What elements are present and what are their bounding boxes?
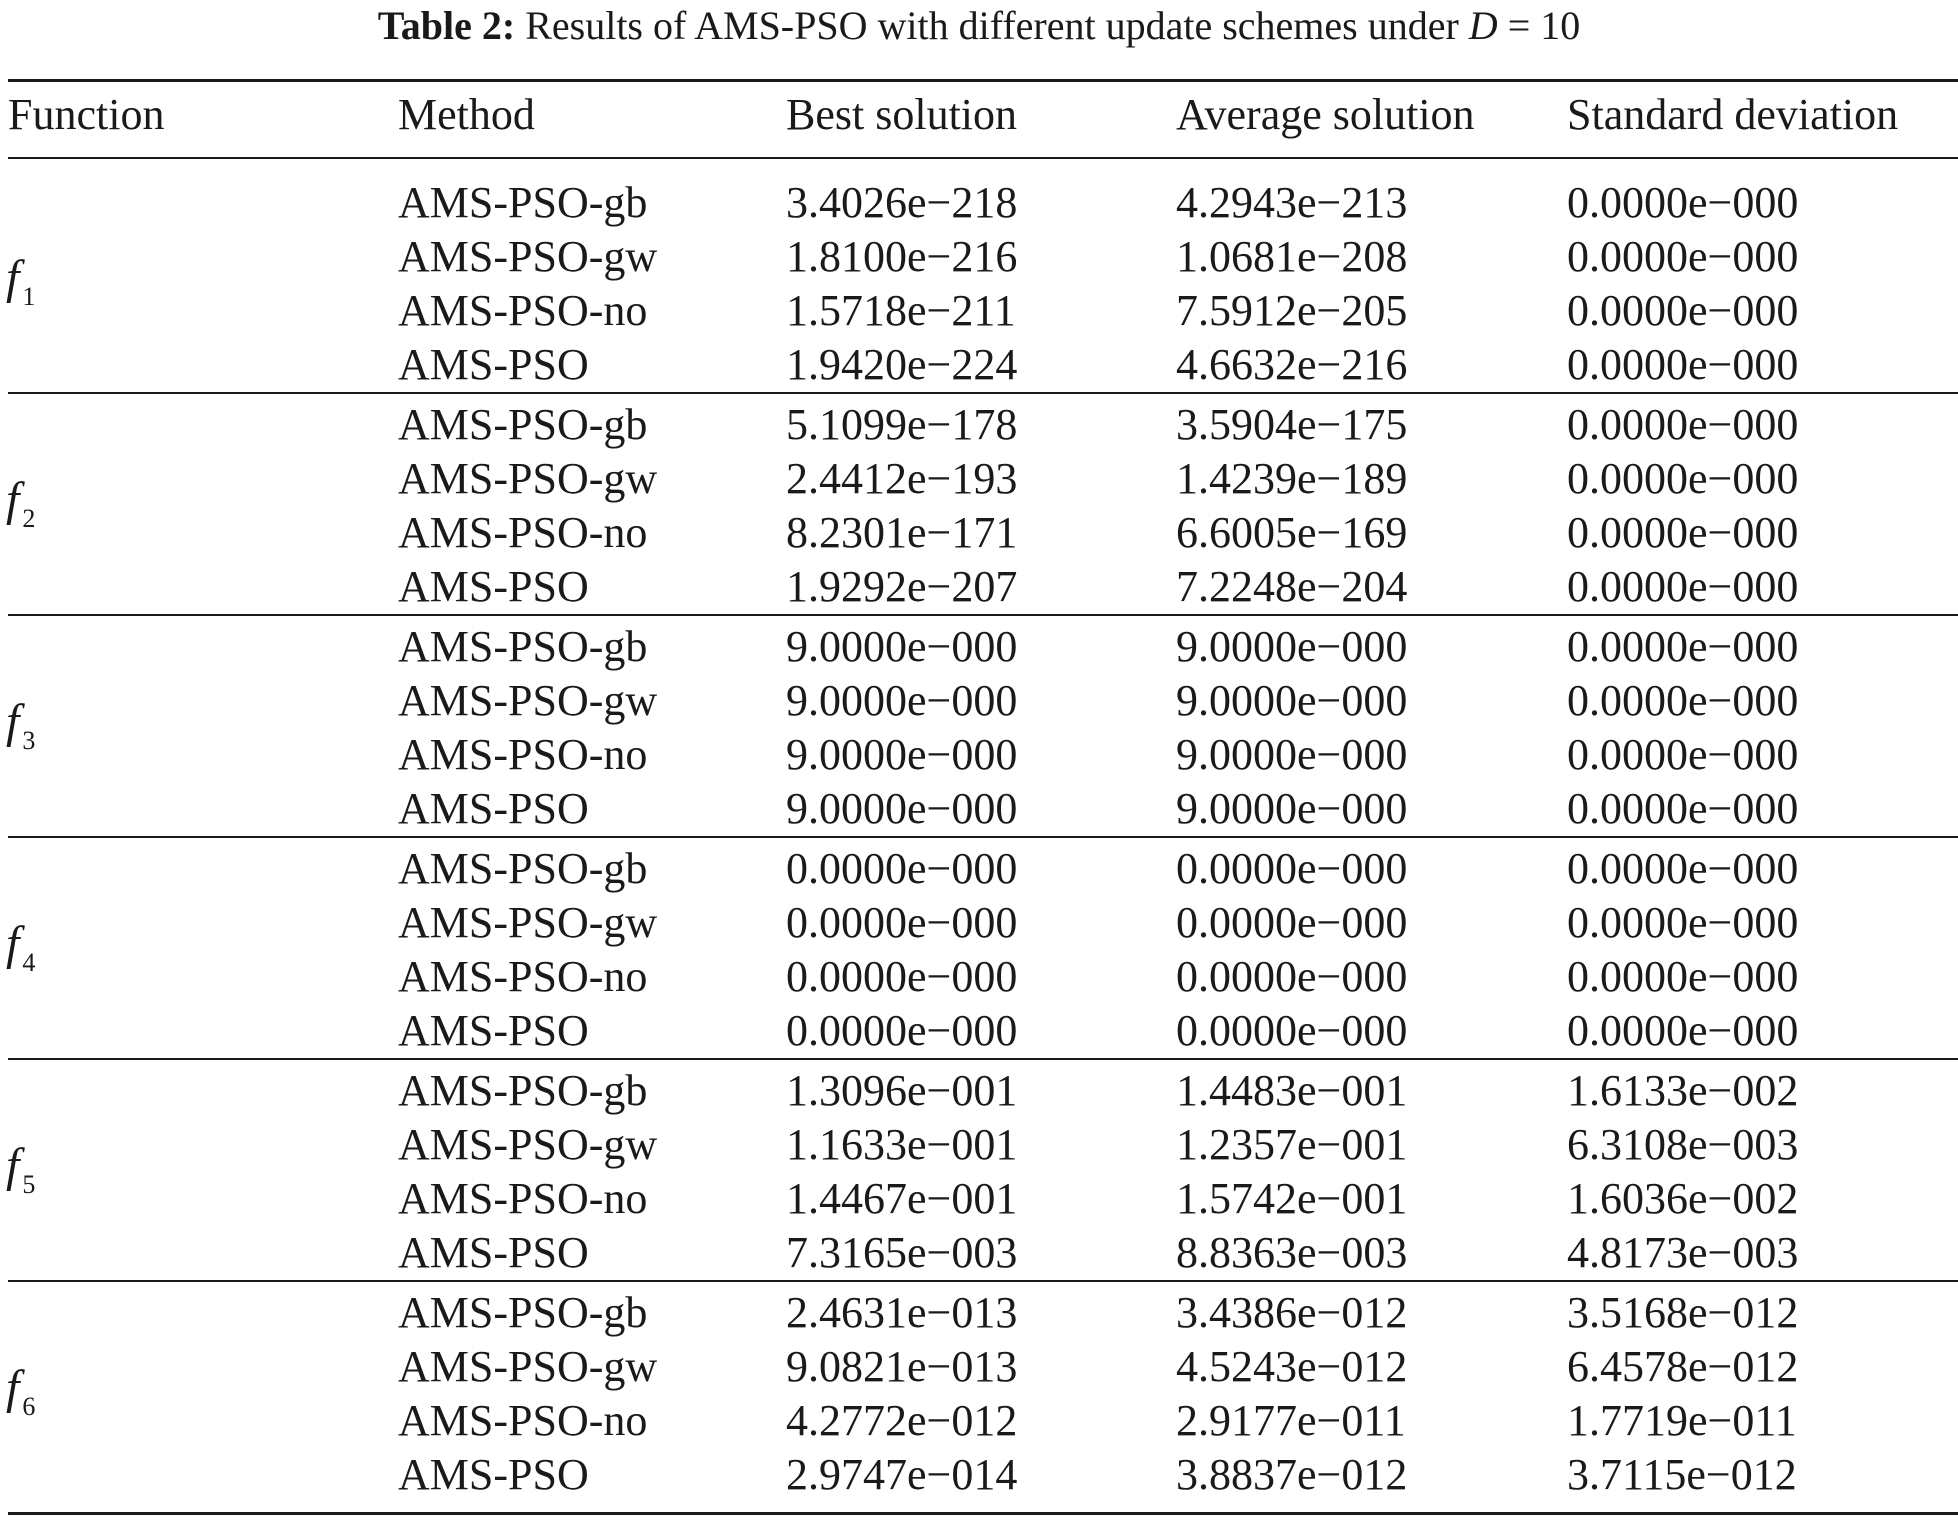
cell-std: 0.0000e−000 — [1567, 730, 1799, 779]
caption-variable: D — [1468, 3, 1498, 48]
table-row — [0, 1226, 1958, 1280]
function-label: f $_6$ — [6, 1361, 36, 1421]
cell-method: AMS-PSO-gb — [398, 622, 648, 671]
cell-std: 0.0000e−000 — [1567, 676, 1799, 725]
cell-best: 9.0000e−000 — [786, 784, 1018, 833]
cell-method: AMS-PSO-gw — [398, 232, 658, 281]
cell-method: AMS-PSO-no — [398, 1174, 648, 1223]
table-row — [0, 620, 1958, 674]
cell-best: 1.9292e−207 — [786, 562, 1018, 611]
table-row — [0, 950, 1958, 1004]
cell-std: 0.0000e−000 — [1567, 784, 1799, 833]
table-row — [0, 842, 1958, 896]
cell-best: 0.0000e−000 — [786, 952, 1018, 1001]
cell-average: 2.9177e−011 — [1176, 1396, 1406, 1445]
cell-method: AMS-PSO-gw — [398, 1120, 658, 1169]
function-label: f $_5$ — [6, 1139, 36, 1199]
cell-best: 7.3165e−003 — [786, 1228, 1018, 1277]
cell-best: 4.2772e−012 — [786, 1396, 1018, 1445]
table-row — [0, 398, 1958, 452]
cell-best: 0.0000e−000 — [786, 1006, 1018, 1055]
cell-std: 0.0000e−000 — [1567, 562, 1799, 611]
cell-std: 0.0000e−000 — [1567, 232, 1799, 281]
cell-best: 1.1633e−001 — [786, 1120, 1018, 1169]
cell-average: 9.0000e−000 — [1176, 676, 1408, 725]
function-label: f $_2$ — [6, 473, 36, 533]
cell-average: 3.4386e−012 — [1176, 1288, 1408, 1337]
function-group-f2 — [0, 398, 1958, 620]
cell-method: AMS-PSO — [398, 1006, 589, 1055]
group-rule — [8, 836, 1958, 838]
table-row — [0, 1118, 1958, 1172]
cell-std: 1.6133e−002 — [1567, 1066, 1799, 1115]
cell-std: 3.7115e−012 — [1567, 1450, 1797, 1499]
cell-std: 1.6036e−002 — [1567, 1174, 1799, 1223]
cell-std: 0.0000e−000 — [1567, 400, 1799, 449]
caption-value: = 10 — [1507, 3, 1581, 48]
cell-best: 1.5718e−211 — [786, 286, 1016, 335]
group-rule — [8, 1280, 1958, 1282]
cell-best: 5.1099e−178 — [786, 400, 1018, 449]
cell-average: 9.0000e−000 — [1176, 784, 1408, 833]
caption-text: Results of AMS-PSO with different update schemes under — [525, 3, 1459, 48]
cell-average: 0.0000e−000 — [1176, 844, 1408, 893]
cell-std: 0.0000e−000 — [1567, 286, 1799, 335]
table-caption — [0, 0, 1958, 52]
function-group-f5 — [0, 1064, 1958, 1286]
cell-average: 7.5912e−205 — [1176, 286, 1408, 335]
cell-average: 3.5904e−175 — [1176, 400, 1408, 449]
function-group-f6 — [0, 1286, 1958, 1508]
header-standard-deviation: Standard deviation — [1567, 90, 1899, 139]
cell-method: AMS-PSO — [398, 1450, 589, 1499]
table-row — [0, 1448, 1958, 1502]
cell-method: AMS-PSO-gw — [398, 898, 658, 947]
cell-average: 0.0000e−000 — [1176, 898, 1408, 947]
cell-average: 9.0000e−000 — [1176, 622, 1408, 671]
cell-std: 1.7719e−011 — [1567, 1396, 1797, 1445]
cell-method: AMS-PSO-gw — [398, 1342, 658, 1391]
cell-std: 0.0000e−000 — [1567, 1006, 1799, 1055]
table-row — [0, 896, 1958, 950]
table-row — [0, 1172, 1958, 1226]
table-row — [0, 452, 1958, 506]
table-row — [0, 1394, 1958, 1448]
function-label: f $_4$ — [6, 917, 36, 977]
caption-label: Table 2: — [377, 3, 516, 48]
function-group-f1 — [0, 176, 1958, 398]
table-row — [0, 1004, 1958, 1058]
cell-best: 9.0000e−000 — [786, 622, 1018, 671]
cell-method: AMS-PSO-gb — [398, 1288, 648, 1337]
cell-average: 9.0000e−000 — [1176, 730, 1408, 779]
table-row — [0, 1064, 1958, 1118]
cell-best: 8.2301e−171 — [786, 508, 1018, 557]
cell-average: 1.5742e−001 — [1176, 1174, 1408, 1223]
header-function: Function — [8, 90, 165, 139]
cell-method: AMS-PSO-gb — [398, 1066, 648, 1115]
table-row — [0, 506, 1958, 560]
header-rule — [8, 157, 1958, 159]
header-method: Method — [398, 90, 535, 139]
cell-average: 3.8837e−012 — [1176, 1450, 1408, 1499]
cell-best: 2.4631e−013 — [786, 1288, 1018, 1337]
header-best-solution: Best solution — [786, 90, 1018, 139]
cell-average: 1.0681e−208 — [1176, 232, 1408, 281]
cell-method: AMS-PSO-gb — [398, 844, 648, 893]
cell-average: 4.5243e−012 — [1176, 1342, 1408, 1391]
table-row — [0, 176, 1958, 230]
cell-method: AMS-PSO-no — [398, 508, 648, 557]
cell-best: 2.4412e−193 — [786, 454, 1018, 503]
cell-best: 1.9420e−224 — [786, 340, 1018, 389]
function-label: f $_1$ — [6, 251, 36, 311]
table-row — [0, 674, 1958, 728]
table-row — [0, 560, 1958, 614]
cell-best: 9.0000e−000 — [786, 676, 1018, 725]
function-group-f3 — [0, 620, 1958, 842]
cell-method: AMS-PSO — [398, 1228, 589, 1277]
cell-best: 1.3096e−001 — [786, 1066, 1018, 1115]
table-row — [0, 782, 1958, 836]
cell-method: AMS-PSO — [398, 562, 589, 611]
function-label: f $_3$ — [6, 695, 36, 755]
cell-method: AMS-PSO-gb — [398, 178, 648, 227]
cell-method: AMS-PSO-no — [398, 730, 648, 779]
cell-average: 1.2357e−001 — [1176, 1120, 1408, 1169]
table-row — [0, 230, 1958, 284]
cell-method: AMS-PSO-no — [398, 1396, 648, 1445]
cell-best: 9.0000e−000 — [786, 730, 1018, 779]
cell-method: AMS-PSO — [398, 784, 589, 833]
table-row — [0, 1340, 1958, 1394]
cell-best: 2.9747e−014 — [786, 1450, 1018, 1499]
table-row — [0, 284, 1958, 338]
cell-best: 1.4467e−001 — [786, 1174, 1018, 1223]
cell-std: 4.8173e−003 — [1567, 1228, 1799, 1277]
cell-std: 0.0000e−000 — [1567, 178, 1799, 227]
cell-std: 6.4578e−012 — [1567, 1342, 1799, 1391]
cell-method: AMS-PSO-gb — [398, 400, 648, 449]
cell-average: 7.2248e−204 — [1176, 562, 1408, 611]
cell-average: 4.2943e−213 — [1176, 178, 1408, 227]
group-rule — [8, 392, 1958, 394]
cell-average: 0.0000e−000 — [1176, 1006, 1408, 1055]
table-row — [0, 338, 1958, 392]
cell-average: 6.6005e−169 — [1176, 508, 1408, 557]
group-rule — [8, 1058, 1958, 1060]
cell-std: 0.0000e−000 — [1567, 622, 1799, 671]
cell-method: AMS-PSO-gw — [398, 454, 658, 503]
group-rule — [8, 614, 1958, 616]
cell-average: 1.4483e−001 — [1176, 1066, 1408, 1115]
cell-std: 0.0000e−000 — [1567, 508, 1799, 557]
table-header — [0, 82, 1958, 148]
cell-method: AMS-PSO-no — [398, 286, 648, 335]
cell-std: 0.0000e−000 — [1567, 340, 1799, 389]
cell-best: 9.0821e−013 — [786, 1342, 1018, 1391]
cell-std: 6.3108e−003 — [1567, 1120, 1799, 1169]
cell-method: AMS-PSO — [398, 340, 589, 389]
cell-std: 3.5168e−012 — [1567, 1288, 1799, 1337]
cell-std: 0.0000e−000 — [1567, 454, 1799, 503]
table-row — [0, 728, 1958, 782]
cell-average: 8.8363e−003 — [1176, 1228, 1408, 1277]
bottom-rule — [8, 1512, 1958, 1515]
cell-method: AMS-PSO-no — [398, 952, 648, 1001]
cell-best: 0.0000e−000 — [786, 898, 1018, 947]
header-average-solution: Average solution — [1176, 90, 1475, 139]
cell-std: 0.0000e−000 — [1567, 844, 1799, 893]
cell-std: 0.0000e−000 — [1567, 952, 1799, 1001]
cell-average: 4.6632e−216 — [1176, 340, 1408, 389]
cell-average: 0.0000e−000 — [1176, 952, 1408, 1001]
function-group-f4 — [0, 842, 1958, 1064]
table-row — [0, 1286, 1958, 1340]
cell-best: 0.0000e−000 — [786, 844, 1018, 893]
cell-best: 1.8100e−216 — [786, 232, 1018, 281]
cell-best: 3.4026e−218 — [786, 178, 1018, 227]
cell-std: 0.0000e−000 — [1567, 898, 1799, 947]
cell-method: AMS-PSO-gw — [398, 676, 658, 725]
cell-average: 1.4239e−189 — [1176, 454, 1408, 503]
